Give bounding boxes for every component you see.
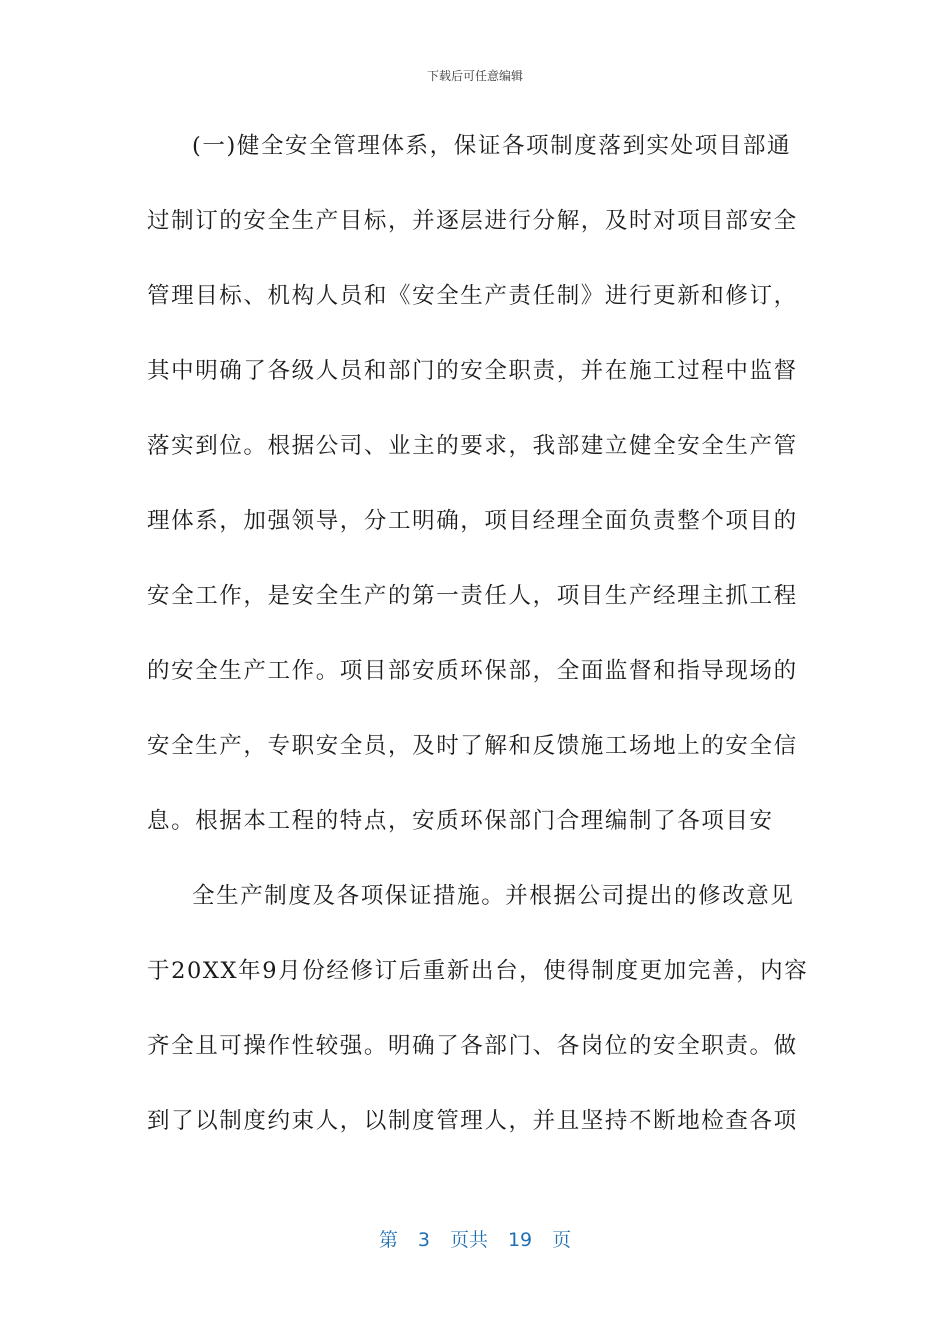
text-line: 落实到位。根据公司、业主的要求，我部建立健全安全生产管 [147, 433, 798, 459]
current-page-number: 3 [417, 1229, 430, 1251]
text-line: 于20XX年9月份经修订后重新出台，使得制度更加完善，内容 [147, 958, 809, 984]
text-line: 息。根据本工程的特点，安质环保部门合理编制了各项目安 [147, 808, 774, 834]
text-line: 安全生产，专职安全员，及时了解和反馈施工场地上的安全信 [147, 733, 798, 759]
page-footer [0, 1225, 950, 1252]
footer-middle: 页共 [449, 1229, 488, 1251]
text-line: 到了以制度约束人，以制度管理人，并且坚持不断地检查各项 [147, 1108, 798, 1134]
text-line: 安全工作，是安全生产的第一责任人，项目生产经理主抓工程 [147, 583, 798, 609]
footer-prefix: 第 [378, 1229, 398, 1251]
footer-suffix: 页 [552, 1229, 572, 1251]
text-line: 过制订的安全生产目标，并逐层进行分解，及时对项目部安全 [147, 208, 798, 234]
text-line: 齐全且可操作性较强。明确了各部门、各岗位的安全职责。做 [147, 1033, 798, 1059]
body-text [147, 128, 807, 1178]
text-line: 管理目标、机构人员和《安全生产责任制》进行更新和修订， [147, 283, 798, 309]
text-line: 全生产制度及各项保证措施。并根据公司提出的修改意见 [192, 883, 795, 909]
text-line: (一)健全安全管理体系，保证各项制度落到实处项目部通 [192, 133, 792, 159]
text-line: 其中明确了各级人员和部门的安全职责，并在施工过程中监督 [147, 358, 798, 384]
total-pages-number: 19 [507, 1229, 533, 1251]
text-line: 理体系，加强领导，分工明确，项目经理全面负责整个项目的 [147, 508, 798, 534]
page-header: 下载后可任意编辑 [426, 69, 523, 83]
text-line: 的安全生产工作。项目部安质环保部，全面监督和指导现场的 [147, 658, 798, 684]
